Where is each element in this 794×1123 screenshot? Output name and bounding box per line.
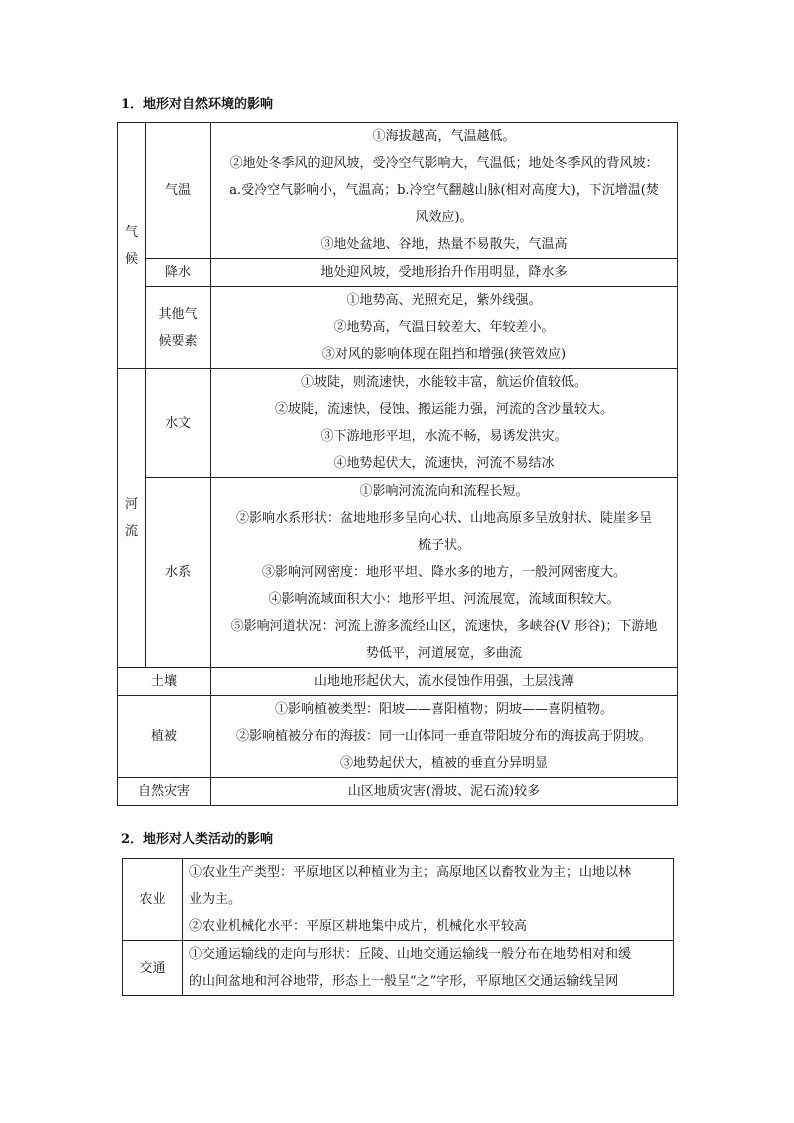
group-river-label: 河流 xyxy=(124,497,138,539)
cat-soil: 土壤 xyxy=(118,668,211,696)
row-precipitation xyxy=(118,259,678,287)
content-transport xyxy=(183,941,674,996)
cat-label-line: 其他气 xyxy=(158,306,198,322)
content-hydrology xyxy=(211,369,678,478)
text-line: a.受冷空气影响小，气温高；b.冷空气翻越山脉(相对高度大)，下沉增温(焚 xyxy=(229,183,659,198)
text-line: ⑤影响河道状况：河流上游多流经山区，流速快，多峡谷(V 形谷)；下游地 xyxy=(230,619,658,634)
content-vegetation xyxy=(211,696,678,778)
text-line: 地处迎风坡，受地形抬升作用明显，降水多 xyxy=(320,265,568,280)
cat-transport: 交通 xyxy=(123,941,183,996)
text-line: ①影响植被类型：阳坡——喜阳植物；阴坡——喜阴植物。 xyxy=(274,702,613,717)
section-2-title: 2．地形对人类活动的影响 xyxy=(121,832,274,847)
group-river xyxy=(118,369,146,668)
cat-label-line: 候要素 xyxy=(158,333,198,349)
text-line: ②影响水系形状：盆地地形多呈向心状、山地高原多呈放射状、陡崖多呈 xyxy=(235,511,652,526)
text-line: ②地处冬季风的迎风坡，受冷空气影响大，气温低；地处冬季风的背风坡： xyxy=(229,156,659,171)
text-line: ①农业生产类型：平原地区以种植业为主；高原地区以畜牧业为主；山地以林 xyxy=(189,865,632,880)
text-line: 山地地形起伏大，流水侵蚀作用强，土层浅薄 xyxy=(313,674,574,689)
cat-temperature: 气温 xyxy=(146,123,211,259)
text-line: ②坡陡，流速快，侵蚀、搬运能力强，河流的含沙量较大。 xyxy=(274,402,613,417)
section-1-title: 1．地形对自然环境的影响 xyxy=(121,97,274,112)
cat-disaster: 自然灾害 xyxy=(118,778,211,806)
text-line: ①影响河流流向和流程长短。 xyxy=(359,484,529,499)
text-line: 梳子状。 xyxy=(417,538,470,553)
content-precipitation xyxy=(211,259,678,287)
text-line: ③地势起伏大，植被的垂直分异明显 xyxy=(339,756,548,771)
natural-environment-table xyxy=(117,122,678,806)
text-line: ①坡陡，则流速快，水能较丰富，航运价值较低。 xyxy=(300,375,587,390)
text-line: ②农业机械化水平：平原区耕地集中成片，机械化水平较高 xyxy=(189,919,528,934)
text-line: 势低平，河道展宽，多曲流 xyxy=(365,646,522,661)
group-climate xyxy=(118,123,146,369)
text-line: ①海拔越高，气温越低。 xyxy=(372,129,516,144)
content-river-system xyxy=(211,478,678,668)
row-vegetation xyxy=(118,696,678,778)
text-line: 业为主。 xyxy=(189,892,242,907)
content-other-climate xyxy=(211,287,678,369)
human-activity-table xyxy=(122,858,674,996)
content-disaster xyxy=(211,778,678,806)
text-line: ①交通运输线的走向与形状：丘陵、山地交通运输线一般分布在地势相对和缓 xyxy=(189,947,632,962)
text-line: ③下游地形平坦，水流不畅，易诱发洪灾。 xyxy=(320,429,568,444)
text-line: ③对风的影响体现在阻挡和增强(狭管效应) xyxy=(321,347,567,362)
text-line: 风效应)。 xyxy=(415,210,473,225)
row-river-system xyxy=(118,478,678,668)
text-line: ④地势起伏大，流速快，河流不易结冰 xyxy=(333,456,555,471)
text-line: ②影响植被分布的海拔：同一山体同一垂直带阳坡分布的海拔高于阴坡。 xyxy=(235,729,652,744)
row-agriculture xyxy=(123,859,674,941)
text-line: 的山间盆地和河谷地带，形态上一般呈“之”字形，平原地区交通运输线呈网 xyxy=(189,974,619,989)
cat-river-system: 水系 xyxy=(146,478,211,668)
cat-hydrology: 水文 xyxy=(146,369,211,478)
content-temperature xyxy=(211,123,678,259)
row-temperature xyxy=(118,123,678,259)
text-line: 山区地质灾害(滑坡、泥石流)较多 xyxy=(347,784,541,799)
content-agriculture xyxy=(183,859,674,941)
group-climate-label: 气候 xyxy=(124,224,138,267)
text-line: ②地势高，气温日较差大、年较差小。 xyxy=(333,320,555,335)
row-other-climate xyxy=(118,287,678,369)
row-soil xyxy=(118,668,678,696)
text-line: ④影响流域面积大小：地形平坦、河流展宽，流域面积较大。 xyxy=(268,592,620,607)
cat-precipitation: 降水 xyxy=(146,259,211,287)
text-line: ①地势高、光照充足，紫外线强。 xyxy=(346,293,542,308)
row-transport xyxy=(123,941,674,996)
row-disaster xyxy=(118,778,678,806)
text-line: ③影响河网密度：地形平坦、降水多的地方，一般河网密度大。 xyxy=(261,565,626,580)
cat-other-climate xyxy=(146,287,211,369)
cat-agriculture: 农业 xyxy=(123,859,183,941)
text-line: ③地处盆地、谷地，热量不易散失，气温高 xyxy=(320,237,568,252)
content-soil xyxy=(211,668,678,696)
cat-vegetation: 植被 xyxy=(118,696,211,778)
row-hydrology xyxy=(118,369,678,478)
